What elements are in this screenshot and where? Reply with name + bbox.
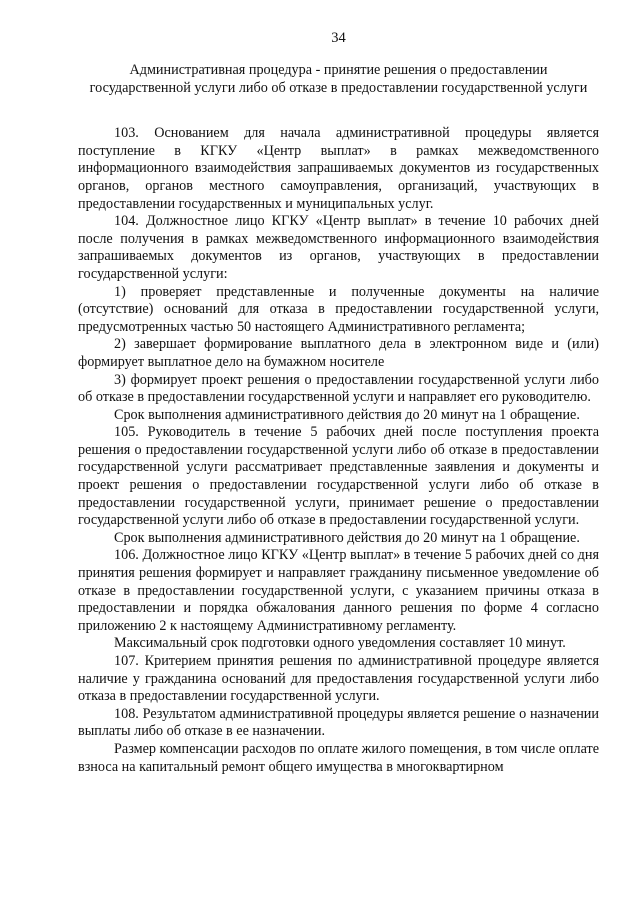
body-text: [78, 125, 599, 776]
paragraph-103: 103. Основанием для начала административной процедуры является поступление в КГКУ «Центр выплат» в рамках межведомственного информационного взаимодействия запрашиваемых документов из государственных органов, органов местного самоуправления, организаций, участвующих в предоставлении государственных и муниципальных услуг.: [78, 125, 599, 212]
page-number: 34: [331, 30, 346, 46]
list-item-3: 3) формирует проект решения о предоставлении государственной услуги либо об отказе в предоставлении государственной услуги и направляет его руководителю.: [78, 371, 599, 406]
paragraph-108: 108. Результатом административной процедуры является решение о назначении выплаты либо об отказе в ее назначении.: [78, 705, 599, 740]
paragraph-105: 105. Руководитель в течение 5 рабочих дней после поступления проекта решения о предоставлении государственной услуги либо об отказе в предоставлении государственной услуги рассматривает представленные заявления и документы и проект решения о предоставлении государственной услуги либо об отказе в предоставлении государственной услуги, принимает решение о предоставлении государственной услуги либо об отказе в предоставлении государственной услуги.: [78, 424, 599, 529]
paragraph-compensation: Размер компенсации расходов по оплате жилого помещения, в том числе оплате взноса на капитальный ремонт общего имущества в многоквартирном: [78, 740, 599, 775]
list-item-2: 2) завершает формирование выплатного дела в электронном виде и (или) формирует выплатное дело на бумажном носителе: [78, 336, 599, 370]
max-deadline-note: Максимальный срок подготовки одного уведомления составляет 10 минут.: [114, 635, 566, 652]
list-item-1: 1) проверяет представленные и полученные документы на наличие (отсутствие) оснований для отказа в предоставлении государственной услуги, предусмотренных частью 50 настоящего Административного регламента;: [78, 283, 599, 335]
paragraph-106: 106. Должностное лицо КГКУ «Центр выплат» в течение 5 рабочих дней со дня принятия решения формирует и направляет гражданину письменное уведомление об отказе в предоставлении государственной услуги, с указанием причины отказа в предоставлении и порядка обжалования данного решения по форме 4 согласно приложению 2 к настоящему Административному регламенту.: [78, 547, 599, 634]
deadline-note-1: Срок выполнения административного действия до 20 минут на 1 обращение.: [114, 406, 580, 423]
paragraph-104: 104. Должностное лицо КГКУ «Центр выплат» в течение 10 рабочих дней после получения в рамках межведомственного информационного взаимодействия запрашиваемых документов из органов, участвующих в предоставлении государственной услуги:: [78, 213, 599, 282]
section-heading: Административная процедура - принятие решения о предоставлении государственной услуги либо об отказе в предоставлении государственной услуги: [89, 62, 588, 96]
paragraph-107: 107. Критерием принятия решения по административной процедуре является наличие у гражданина оснований для предоставления государственной услуги либо отказа в предоставлении государственной услуги.: [78, 653, 599, 705]
deadline-note-2: Срок выполнения административного действия до 20 минут на 1 обращение.: [114, 529, 580, 546]
